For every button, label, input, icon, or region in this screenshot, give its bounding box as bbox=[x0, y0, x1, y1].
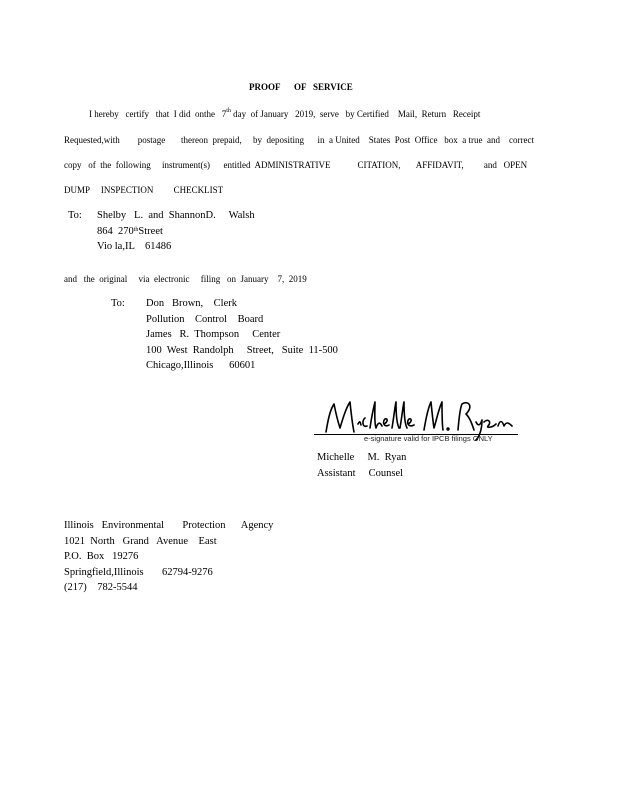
agency-line: P.O. Box 19276 bbox=[64, 551, 139, 562]
heading-proof: PROOF bbox=[249, 82, 281, 92]
original-filing-line: and the original via electronic filing on January 7, 2019 bbox=[64, 274, 307, 284]
board-to-label: To: bbox=[111, 298, 125, 309]
board-address bbox=[146, 296, 338, 374]
e-signature-note: e-signature valid for IPCB filings ONLY bbox=[364, 434, 493, 443]
heading-of: OF bbox=[294, 82, 307, 92]
board-line: James R. Thompson Center bbox=[146, 329, 281, 340]
board-line: Pollution Control Board bbox=[146, 313, 264, 325]
agency-line: (217) 782-5544 bbox=[64, 582, 138, 593]
certify-line-3: copy of the following instrument(s) entitled ADMINISTRATIVE CITATION, AFFIDAVIT, and OPEN bbox=[64, 160, 528, 170]
certify-line-4: DUMP INSPECTION CHECKLIST bbox=[64, 185, 224, 195]
board-line: 100 West Randolph Street, Suite 11-500 bbox=[146, 344, 338, 356]
board-line: Chicago,Illinois 60601 bbox=[146, 360, 256, 371]
recipient-address bbox=[97, 208, 255, 255]
certify-line-2: Requested,with postage thereon prepaid, by depositing in a United States Post Office box a true and correct bbox=[64, 135, 534, 145]
recipient-to-label: To: bbox=[68, 210, 82, 221]
recipient-city: Vio la,IL 61486 bbox=[97, 241, 172, 252]
signer-title: Assistant Counsel bbox=[317, 467, 404, 479]
board-line: Don Brown, Clerk bbox=[146, 298, 237, 309]
recipient-name: Shelby L. and ShannonD. Walsh bbox=[97, 210, 255, 221]
agency-line: Illinois Environmental Protection Agency bbox=[64, 520, 274, 531]
recipient-street: 864 270thStreet bbox=[97, 225, 163, 237]
heading-service: SERVICE bbox=[313, 82, 353, 92]
certify-line-1: I hereby certify that I did onthe 7th day of January 2019, serve by Certified Mail, Return Receipt bbox=[89, 108, 481, 119]
agency-address bbox=[64, 518, 273, 596]
agency-line: Springfield,Illinois 62794-9276 bbox=[64, 566, 213, 578]
signer-block bbox=[317, 450, 406, 481]
signer-name: Michelle M. Ryan bbox=[317, 452, 407, 463]
agency-line: 1021 North Grand Avenue East bbox=[64, 535, 217, 547]
